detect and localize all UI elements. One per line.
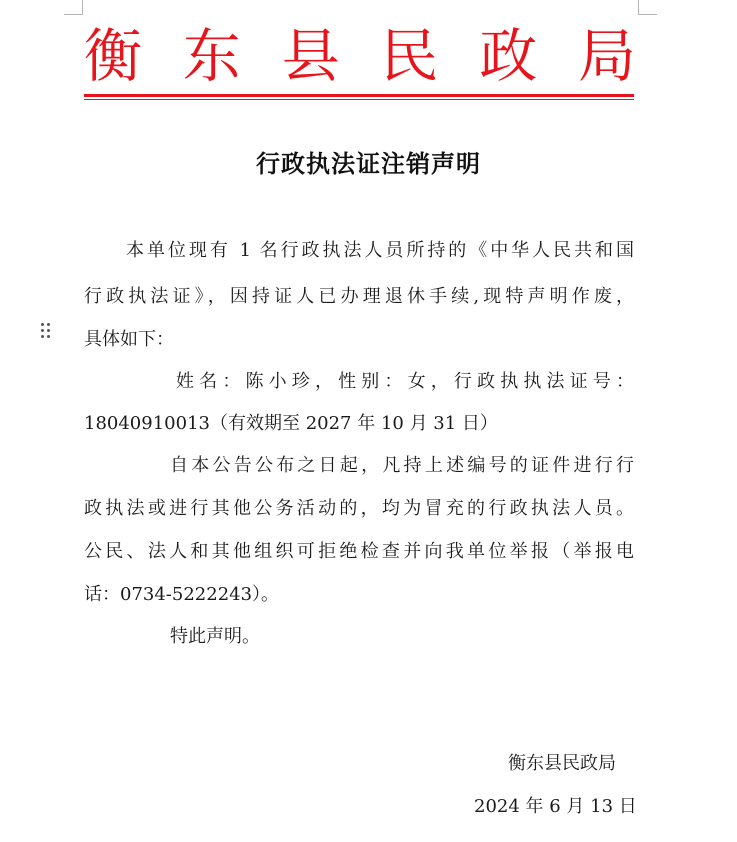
body-line: 话：0734-5222243）。 xyxy=(84,584,280,605)
org-header-char: 局 xyxy=(577,22,636,90)
body-line: 具体如下： xyxy=(84,329,174,350)
header-rule-thick xyxy=(84,94,634,97)
signature-date: 2024 年 6 月 13 日 xyxy=(474,796,637,817)
body-line: 特此声明。 xyxy=(170,626,260,647)
header-rule-thin xyxy=(84,99,634,100)
body-line: 本单位现有 1 名行政执法人员所持的《中华人民共和国 xyxy=(126,240,634,261)
org-header-char: 政 xyxy=(479,22,538,90)
org-header-char: 衡 xyxy=(84,22,143,90)
page-corner-mark-left xyxy=(64,0,83,15)
drag-handle-icon[interactable] xyxy=(41,323,51,339)
org-header-char: 县 xyxy=(281,22,340,90)
org-header-title xyxy=(84,18,636,94)
document-title: 行政执法证注销声明 xyxy=(256,150,481,178)
body-line: 姓名：陈小珍，性别：女，行政执执法证号： xyxy=(176,371,634,392)
signature-org: 衡东县民政局 xyxy=(508,753,616,774)
org-header-char: 民 xyxy=(380,22,439,90)
body-line: 18040910013（有效期至 2027 年 10 月 31 日） xyxy=(84,413,498,434)
org-header-char: 东 xyxy=(182,22,241,90)
body-line: 自本公告公布之日起，凡持上述编号的证件进行行 xyxy=(170,455,634,476)
page-corner-mark-right xyxy=(638,0,657,15)
body-line: 行政执法证》，因持证人已办理退休手续,现特声明作废， xyxy=(84,286,634,307)
body-line: 公民、法人和其他组织可拒绝检查并向我单位举报（举报电 xyxy=(84,541,634,562)
body-line: 政执法或进行其他公务活动的，均为冒充的行政执法人员。 xyxy=(84,498,634,519)
